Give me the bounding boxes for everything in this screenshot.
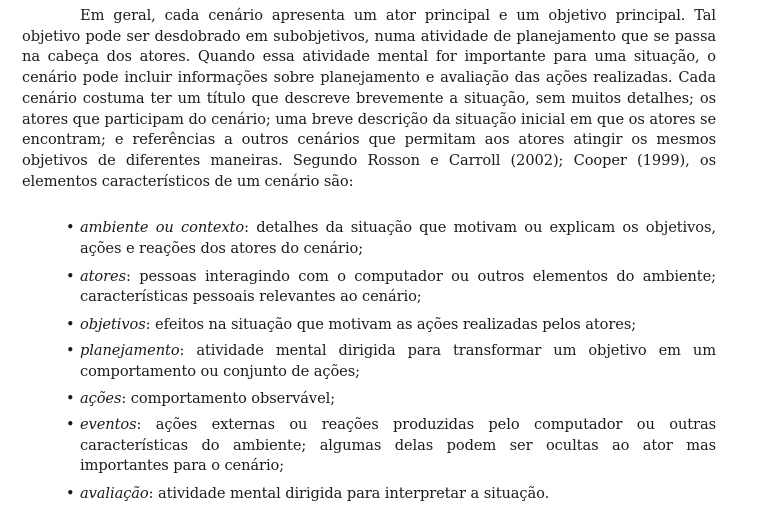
list-item-term: atores <box>80 267 126 285</box>
bullet-icon: • <box>66 267 75 285</box>
list-item <box>22 267 716 308</box>
bullet-icon: • <box>66 485 75 503</box>
bullet-icon: • <box>66 316 75 334</box>
list-item-term: planejamento <box>80 341 180 359</box>
paragraph-spacer <box>22 192 716 218</box>
scenario-elements-list <box>22 218 716 504</box>
list-item-text: : ações externas ou reações produzidas pelo computador ou outras características do ambiente; algumas delas podem ser ocultas ao ator mas importantes para o cenário; <box>80 415 716 475</box>
list-item-term: ações <box>80 390 122 408</box>
list-item <box>22 484 716 505</box>
list-item-text: : detalhes da situação que motivam ou explicam os objetivos, ações e reações dos atores do cenário; <box>80 219 716 258</box>
list-item-term: ambiente ou contexto <box>80 219 245 237</box>
list-item <box>22 389 716 410</box>
list-item-term: avaliação <box>80 485 149 503</box>
bullet-icon: • <box>66 390 75 408</box>
list-item-text: : efeitos na situação que motivam as ações realizadas pelos atores; <box>145 316 637 334</box>
list-item <box>22 315 716 336</box>
document-page <box>22 6 716 505</box>
list-item-text: : atividade mental dirigida para transformar um objetivo em um comportamento ou conjunto de ações; <box>80 341 716 380</box>
list-item-term: eventos <box>80 415 137 433</box>
bullet-icon: • <box>66 341 75 359</box>
bullet-icon: • <box>66 415 75 433</box>
intro-paragraph: Em geral, cada cenário apresenta um ator principal e um objetivo principal. Tal objetivo pode ser desdobrado em subobjetivos, numa atividade de planejamento que se passa na cabeça dos atores. Quando essa atividade mental for importante para uma situação, o cenário pode incluir informações sobre planejamento e avaliação das ações realizadas. Cada cenário costuma ter um título que descreve brevemente a situação, sem muitos detalhes; os atores que participam do cenário; uma breve descrição da situação inicial em que os atores se encontram; e referências a outros cenários que permitam aos atores atingir os mesmos objetivos de diferentes maneiras. Segundo Rosson e Carroll (2002); Cooper (1999), os elementos característicos de um cenário são: <box>22 7 716 190</box>
list-item-text: : atividade mental dirigida para interpretar a situação. <box>148 485 550 503</box>
list-item <box>22 415 716 477</box>
list-item <box>22 218 716 259</box>
bullet-icon: • <box>66 219 75 237</box>
list-item <box>22 341 716 382</box>
list-item-term: objetivos <box>80 316 146 334</box>
list-item-text: : pessoas interagindo com o computador ou outros elementos do ambiente; características pessoais relevantes ao cenário; <box>80 267 716 306</box>
list-item-text: : comportamento observável; <box>121 390 336 408</box>
